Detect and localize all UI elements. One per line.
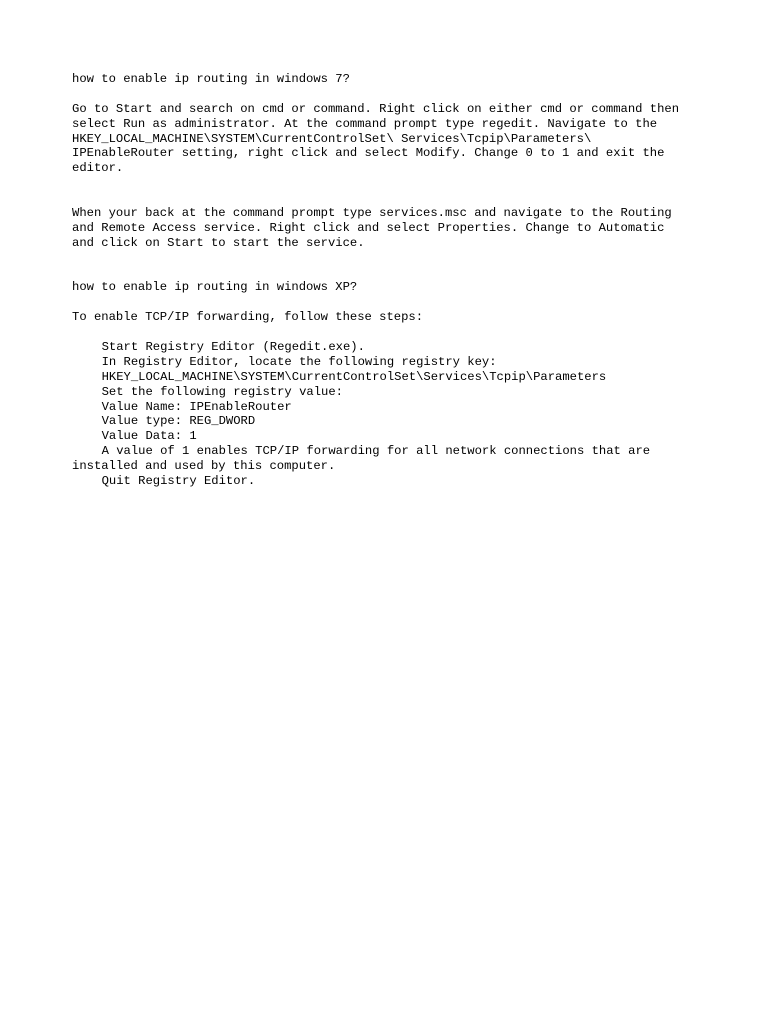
step-set-value: Set the following registry value:: [101, 384, 343, 399]
blank-line: [72, 251, 712, 266]
blank-line: [72, 295, 712, 310]
text-line: Go to Start and search on cmd or command. Right click on either cmd or command then: [72, 101, 680, 116]
blank-line: [72, 266, 712, 281]
text-line: and click on Start to start the service.: [72, 235, 365, 250]
text-line: IPEnableRouter setting, right click and select Modify. Change 0 to 1 and exit the: [72, 146, 665, 161]
text-line: HKEY_LOCAL_MACHINE\SYSTEM\CurrentControlSet\ Services\Tcpip\Parameters\: [72, 131, 592, 146]
answer-windows-7-paragraph-2: [72, 206, 712, 251]
value-name: Value Name: IPEnableRouter: [101, 399, 292, 414]
step-start-registry-editor: Start Registry Editor (Regedit.exe).: [101, 340, 365, 355]
note-line-2: installed and used by this computer.: [72, 459, 336, 474]
text-line: When your back at the command prompt type services.msc and navigate to the Routing: [72, 206, 672, 221]
text-line: select Run as administrator. At the command prompt type regedit. Navigate to the: [72, 116, 658, 131]
blank-line: [72, 191, 712, 206]
value-type: Value type: REG_DWORD: [101, 414, 256, 429]
steps-list: [72, 340, 712, 489]
value-data: Value Data: 1: [101, 429, 197, 444]
step-locate-key: In Registry Editor, locate the following registry key:: [101, 354, 497, 369]
step-quit-registry-editor: Quit Registry Editor.: [101, 474, 256, 489]
blank-line: [72, 176, 712, 191]
blank-line: [72, 325, 712, 340]
text-line: editor.: [72, 161, 124, 176]
document-page: [72, 72, 712, 489]
answer-windows-7-paragraph-1: [72, 102, 712, 176]
registry-key-path: HKEY_LOCAL_MACHINE\SYSTEM\CurrentControlSet\Services\Tcpip\Parameters: [101, 369, 607, 384]
note-line-1: A value of 1 enables TCP/IP forwarding for all network connections that are: [101, 444, 651, 459]
blank-line: [72, 87, 712, 102]
intro-text: To enable TCP/IP forwarding, follow these steps:: [72, 310, 424, 325]
question-windows-xp: how to enable ip routing in windows XP?: [72, 280, 358, 295]
text-line: and Remote Access service. Right click and select Properties. Change to Automatic: [72, 220, 665, 235]
question-windows-7: how to enable ip routing in windows 7?: [72, 72, 350, 86]
